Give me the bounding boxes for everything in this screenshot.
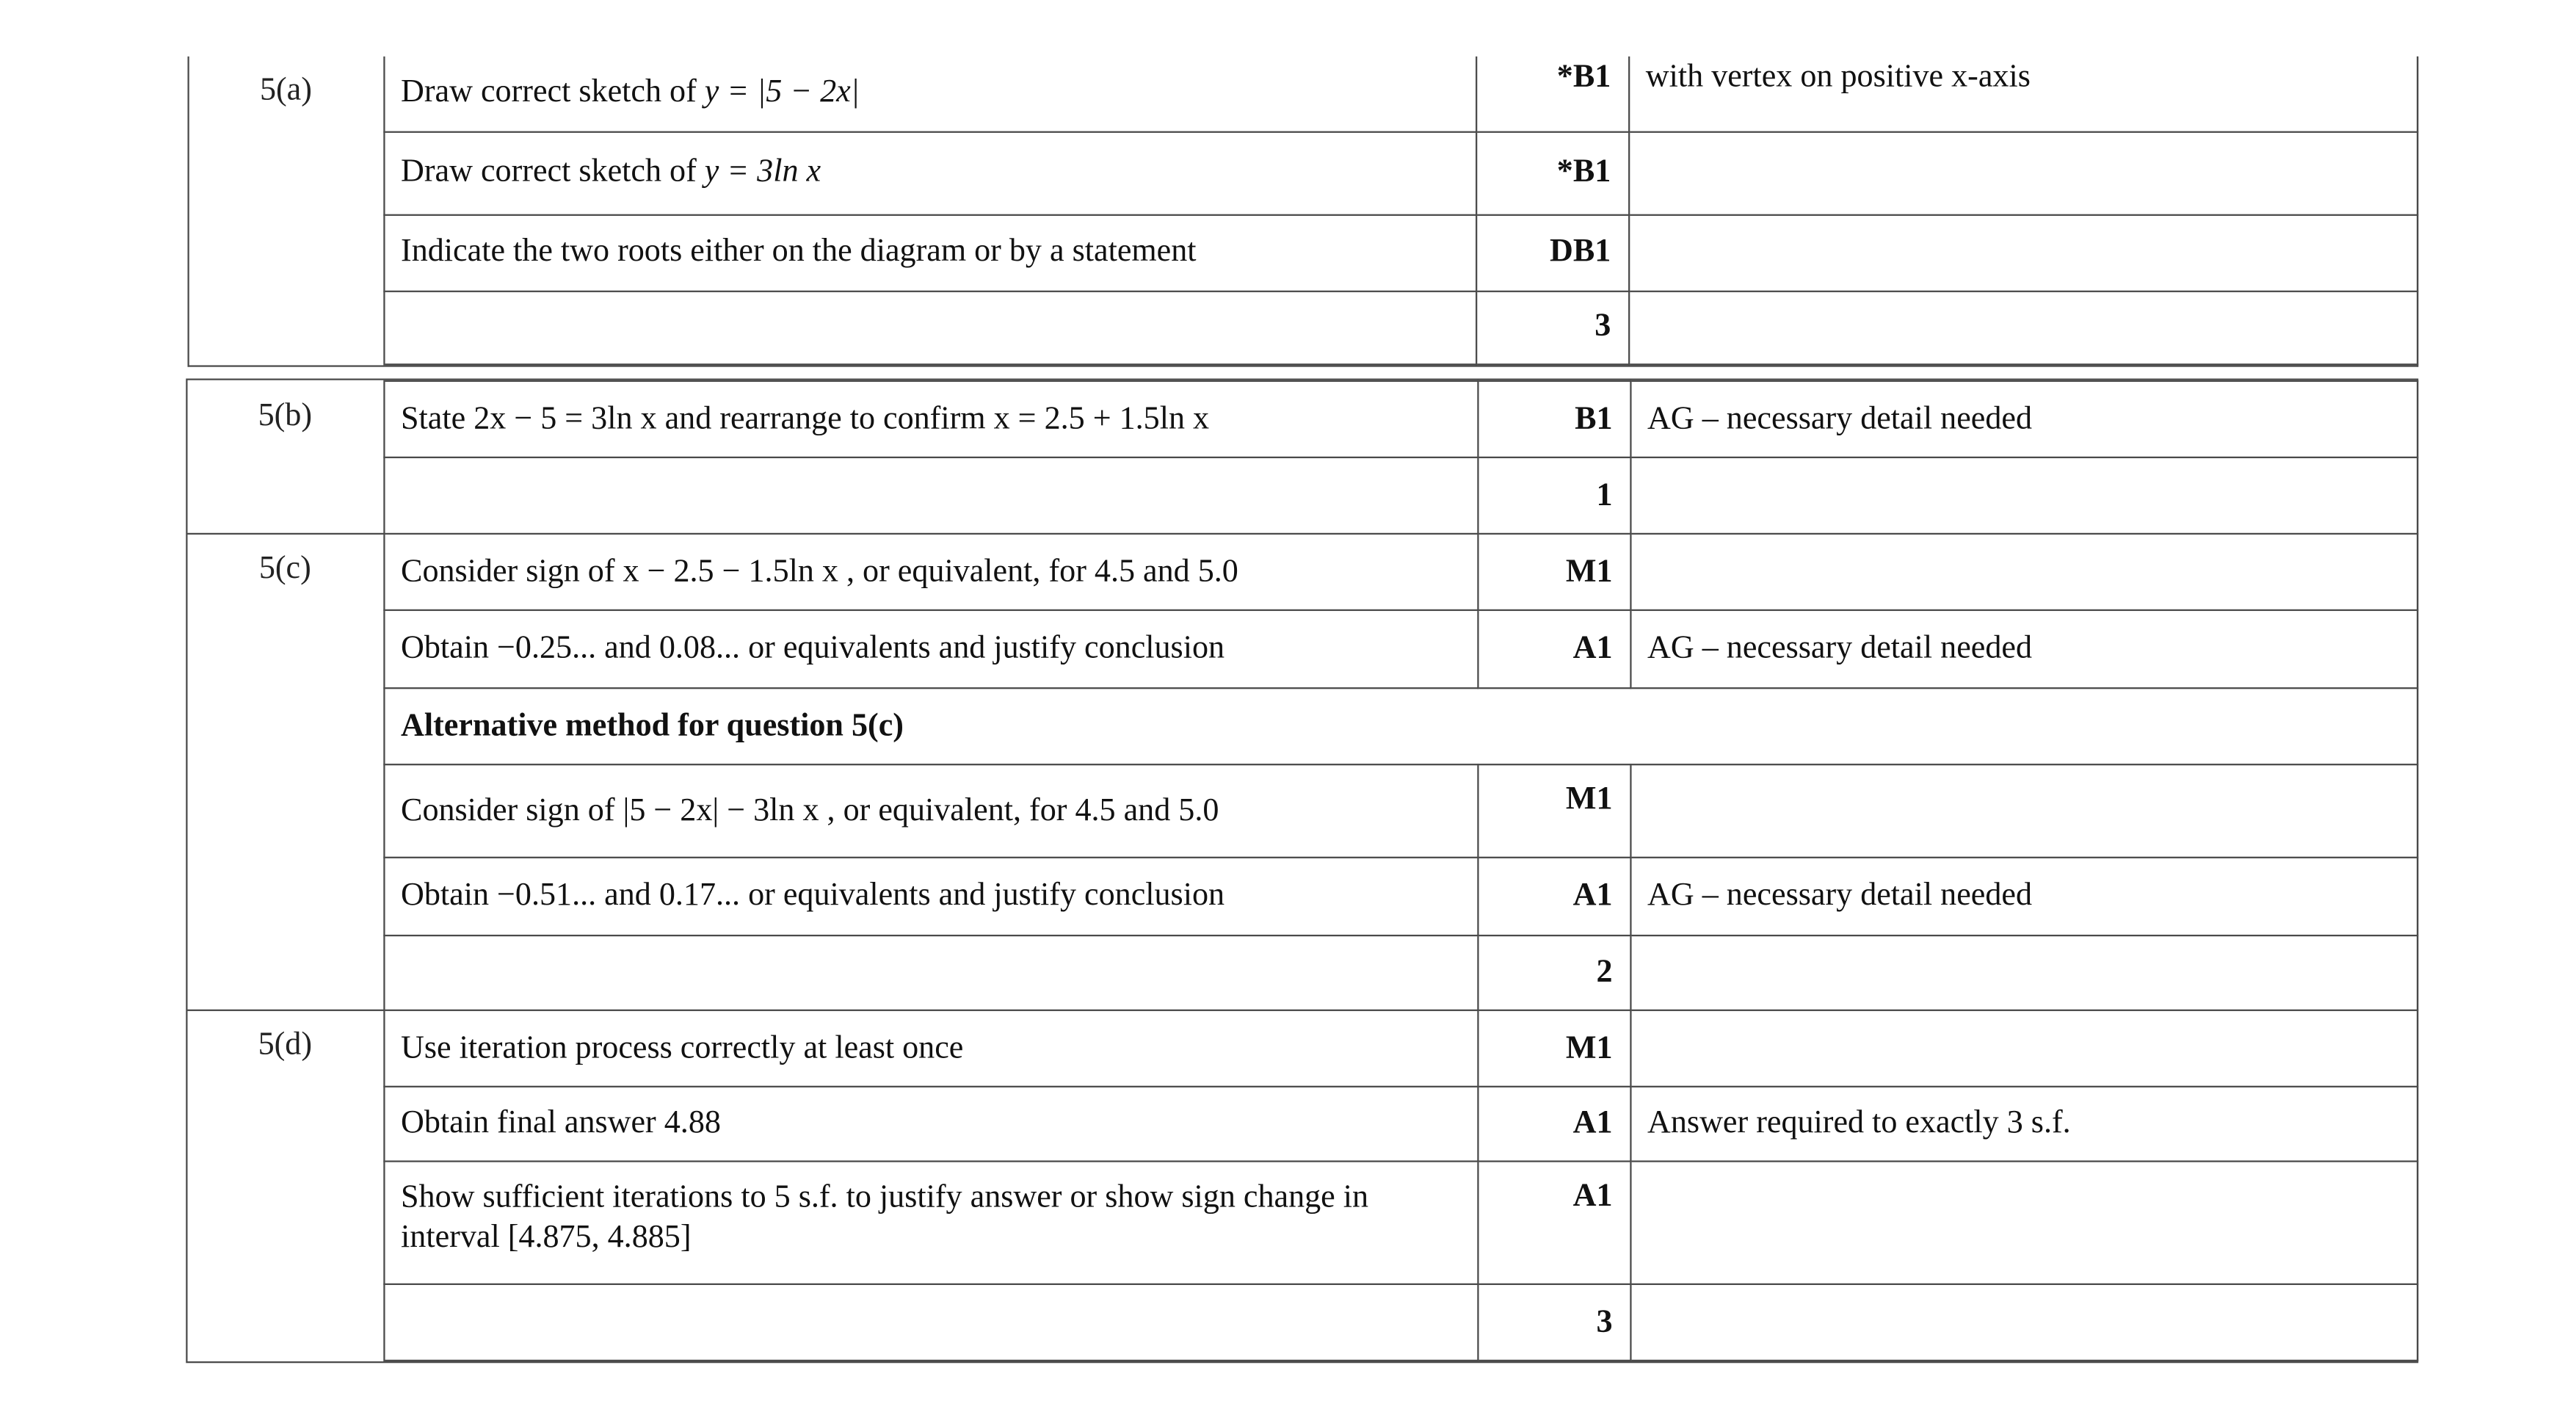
table-row [187,534,2417,610]
question-number: 5(b) [187,381,383,534]
table-row [187,858,2417,935]
guidance-cell [1628,214,2417,291]
answer-cell: State 2x − 5 = 3ln x and rearrange to confirm x = 2.5 + 1.5ln x [383,381,1477,457]
mark-total: 2 [1477,935,1630,1010]
guidance-cell [1630,764,2417,858]
guidance-cell [1630,457,2417,534]
guidance-cell [1628,291,2417,363]
question-5bcd-table [187,380,2417,1361]
answer-cell: Consider sign of |5 − 2x| − 3ln x , or equivalent, for 4.5 and 5.0 [383,764,1477,858]
answer-cell: Obtain −0.51... and 0.17... or equivalents and justify conclusion [383,858,1477,935]
table-row [187,1010,2417,1087]
mark-cell: A1 [1477,1087,1630,1162]
mark-cell: M1 [1477,534,1630,610]
question-number: 5(d) [187,1010,383,1361]
answer-text: Draw correct sketch of [401,75,705,110]
question-number: 5(a) [189,57,384,363]
answer-cell: Obtain final answer 4.88 [383,1087,1477,1162]
table-row [187,457,2417,534]
answer-cell [383,457,1477,534]
table-row [187,1284,2417,1361]
answer-math: y = |5 − 2x| [704,75,860,110]
table-row [189,214,2417,291]
mark-cell: B1 [1477,381,1630,457]
mark-cell: A1 [1477,610,1630,688]
answer-cell: Consider sign of x − 2.5 − 1.5ln x , or equivalent, for 4.5 and 5.0 [383,534,1477,610]
answer-math: y = 3ln x [704,154,821,189]
mark-cell: M1 [1477,764,1630,858]
answer-cell [383,57,1476,131]
table-row [189,57,2417,131]
mark-total: 3 [1477,1284,1630,1361]
mark-cell: *B1 [1476,57,1628,131]
table-row [187,935,2417,1010]
table-row [189,131,2417,214]
guidance-cell: AG – necessary detail needed [1630,610,2417,688]
table-row [187,381,2417,457]
table-row [187,1162,2417,1284]
guidance-cell [1630,1162,2417,1284]
answer-cell: Indicate the two roots either on the diagram or by a statement [383,214,1476,291]
table-row [187,764,2417,858]
table-row [187,688,2417,764]
guidance-cell [1630,1010,2417,1087]
mark-total: 3 [1476,291,1628,363]
answer-cell [383,1284,1477,1361]
answer-cell [383,131,1476,214]
answer-cell: Show sufficient iterations to 5 s.f. to justify answer or show sign change in interval [4.875, 4.885] [383,1162,1477,1284]
question-5a-block [187,57,2418,366]
table-row [187,1087,2417,1162]
guidance-cell [1630,935,2417,1010]
mark-cell: DB1 [1476,214,1628,291]
guidance-cell: Answer required to exactly 3 s.f. [1630,1087,2417,1162]
answer-cell: Use iteration process correctly at least once [383,1010,1477,1087]
answer-cell: Obtain −0.25... and 0.08... or equivalents and justify conclusion [383,610,1477,688]
guidance-cell: with vertex on positive x-axis [1628,57,2417,131]
answer-text: Draw correct sketch of [401,154,705,189]
question-number: 5(c) [187,534,383,1010]
question-5bcd-block [186,379,2418,1364]
mark-cell: M1 [1477,1010,1630,1087]
guidance-cell: AG – necessary detail needed [1630,381,2417,457]
guidance-cell [1630,1284,2417,1361]
guidance-cell [1628,131,2417,214]
guidance-cell: AG – necessary detail needed [1630,858,2417,935]
table-row [187,610,2417,688]
question-5a-table [189,57,2417,364]
mark-cell: A1 [1477,1162,1630,1284]
answer-cell [383,291,1476,363]
table-row [189,291,2417,363]
answer-cell [383,935,1477,1010]
mark-cell: A1 [1477,858,1630,935]
guidance-cell [1630,534,2417,610]
alternative-method-heading: Alternative method for question 5(c) [383,688,2417,764]
mark-total: 1 [1477,457,1630,534]
mark-cell: *B1 [1476,131,1628,214]
